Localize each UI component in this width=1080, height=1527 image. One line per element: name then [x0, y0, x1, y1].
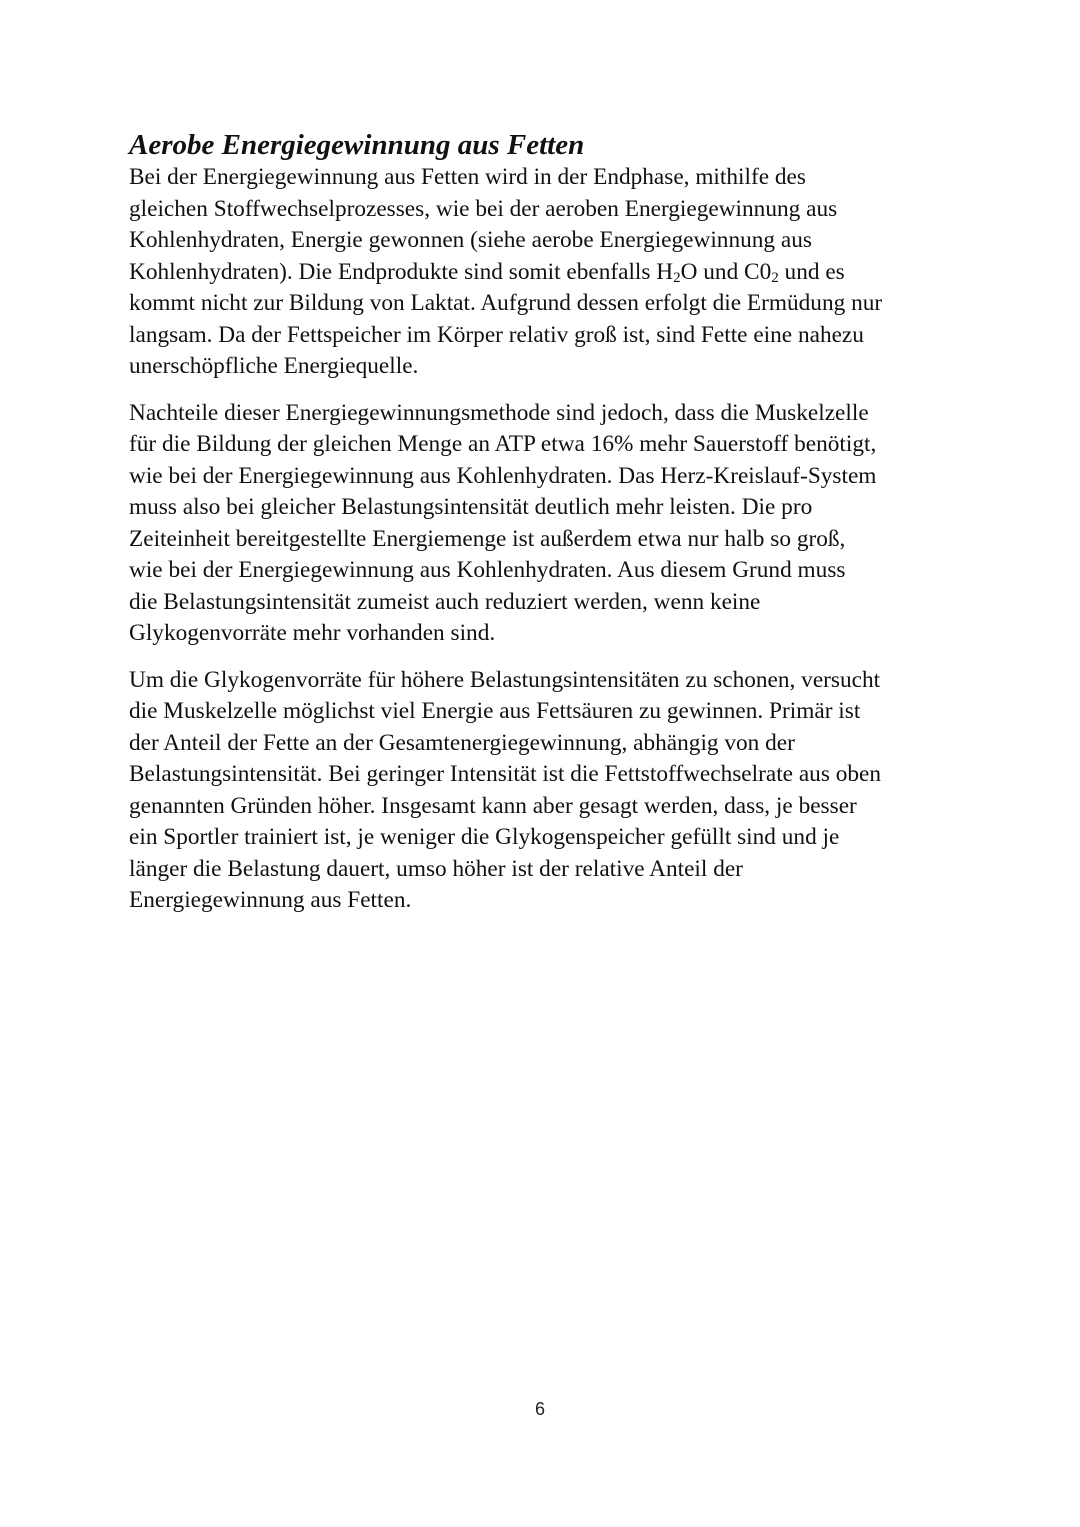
text-segment: O und C0 [680, 258, 772, 285]
paragraph-line: Um die Glykogenvorräte für höhere Belastungsintensitäten zu schonen, versucht [129, 666, 881, 693]
paragraph-line: wie bei der Energiegewinnung aus Kohlenhydraten. Aus diesem Grund muss [129, 557, 846, 583]
paragraph-3 [129, 665, 959, 917]
paragraph-line: muss also bei gleicher Belastungsintensität deutlich mehr leisten. Die pro [129, 494, 813, 520]
paragraph-line: Energiegewinnung aus Fetten. [129, 887, 412, 913]
paragraph-line: die Belastungsintensität zumeist auch reduziert werden, wenn keine [129, 588, 761, 615]
subscript: 2 [673, 269, 681, 286]
section-heading: Aerobe Energiegewinnung aus Fetten [129, 129, 585, 161]
text-segment: und es [778, 258, 845, 285]
paragraph-line: genannten Gründen höher. Insgesamt kann aber gesagt werden, dass, je besser [129, 792, 857, 819]
paragraph-line: gleichen Stoffwechselprozesses, wie bei der aeroben Energiegewinnung aus [129, 195, 838, 222]
paragraph-line: die Muskelzelle möglichst viel Energie aus Fettsäuren zu gewinnen. Primär ist [129, 698, 861, 724]
paragraph-line: Belastungsintensität. Bei geringer Intensität ist die Fettstoffwechselrate aus oben [129, 761, 882, 787]
page-content [129, 128, 959, 917]
paragraph-line: ein Sportler trainiert ist, je weniger die Glykogenspeicher gefüllt sind und je [129, 824, 840, 850]
paragraph-2 [129, 398, 959, 650]
paragraph-line: Zeiteinheit bereitgestellte Energiemenge ist außerdem etwa nur halb so groß, [129, 525, 846, 552]
paragraph-1 [129, 162, 959, 383]
page-number: 6 [534, 1399, 545, 1419]
paragraph-line: für die Bildung der gleichen Menge an ATP etwa 16% mehr Sauerstoff benötigt, [129, 431, 877, 457]
subscript: 2 [771, 269, 779, 286]
paragraph-line: kommt nicht zur Bildung von Laktat. Aufgrund dessen erfolgt die Ermüdung nur [129, 290, 883, 316]
paragraph-line: der Anteil der Fette an der Gesamtenergiegewinnung, abhängig von der [129, 729, 795, 756]
paragraph-line: unerschöpfliche Energiequelle. [129, 353, 419, 379]
paragraph-line-with-formulas [129, 257, 959, 289]
paragraph-line: Kohlenhydraten, Energie gewonnen (siehe aerobe Energiegewinnung aus [129, 227, 812, 253]
paragraph-line: Bei der Energiegewinnung aus Fetten wird in der Endphase, mithilfe des [129, 164, 806, 190]
text-segment: Kohlenhydraten). Die Endprodukte sind somit ebenfalls H [129, 258, 674, 285]
paragraph-line: wie bei der Energiegewinnung aus Kohlenhydraten. Das Herz-Kreislauf-System [129, 462, 877, 489]
paragraph-line: Glykogenvorräte mehr vorhanden sind. [129, 620, 496, 646]
paragraph-line: länger die Belastung dauert, umso höher ist der relative Anteil der [129, 855, 743, 882]
paragraph-line: Nachteile dieser Energiegewinnungsmethode sind jedoch, dass die Muskelzelle [129, 399, 869, 426]
paragraph-line: langsam. Da der Fettspeicher im Körper relativ groß ist, sind Fette eine nahezu [129, 321, 864, 348]
